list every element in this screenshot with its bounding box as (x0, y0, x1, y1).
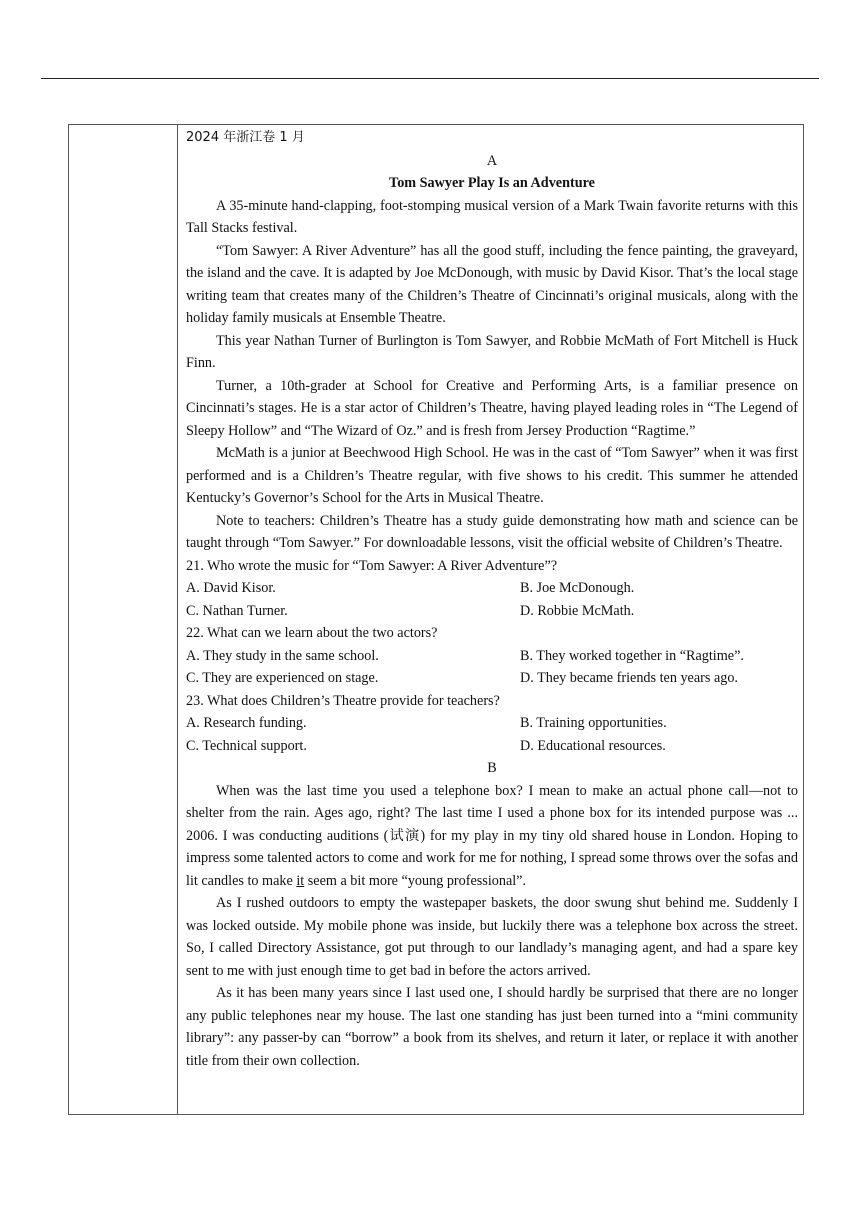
passage-a-paragraph: Turner, a 10th-grader at School for Creative and Performing Arts, is a familiar presence on Cincinnati’s stages. He is a star actor of Children’s Theatre, having played leading roles in “The Legend of Sleepy Hollow” and “The Wizard of Oz.” and is fresh from Jersey Production “Ragtime.” (186, 377, 798, 439)
passage-a-paragraph: Note to teachers: Children’s Theatre has a study guide demonstrating how math and science can be taught through “Tom Sawyer.” For downloadable lessons, visit the official website of Children’s Theatre. (186, 512, 798, 551)
question-22-options-row (186, 645, 798, 668)
passage-a-paragraph: “Tom Sawyer: A River Adventure” has all the good stuff, including the fence painting, the graveyard, the island and the cave. It is adapted by Joe McDonough, with music by David Kisor. That’s the local stage writing team that creates many of the Children’s Theatre of Cincinnati’s original musicals, along with the holiday family musicals at Ensemble Theatre. (186, 242, 798, 326)
header-rule (41, 78, 819, 79)
question-23-options-row (186, 712, 798, 735)
passage-a-paragraph: This year Nathan Turner of Burlington is Tom Sawyer, and Robbie McMath of Fort Mitchell is Huck Finn. (186, 332, 798, 371)
option-c: C. They are experienced on stage. (186, 670, 379, 686)
passage-a-letter: A (486, 152, 498, 169)
passage-b-paragraph: As I rushed outdoors to empty the wastepaper baskets, the door swung shut behind me. Suddenly I was locked outside. My mobile phone was inside, but luckily there was a telephone box across the street. So, I called Directory Assistance, got put through to our landlady’s managing agent, and had a spare key sent to me with just enough time to get bad in before the actors arrived. (186, 895, 798, 979)
option-d: D. They became friends ten years ago. (520, 670, 738, 686)
question-table (68, 124, 804, 1115)
table-left-column (69, 125, 178, 1114)
source-label: 2024 年浙江卷 1 月 (186, 130, 305, 145)
table-content-cell (186, 127, 798, 1072)
passage-b-paragraph (186, 780, 798, 893)
option-a: A. David Kisor. (186, 580, 276, 596)
option-c: C. Technical support. (186, 737, 307, 754)
passage-a-title: Tom Sawyer Play Is an Adventure (389, 175, 595, 191)
passage-b-letter: B (487, 760, 497, 776)
option-c: C. Nathan Turner. (186, 602, 288, 619)
option-d: D. Robbie McMath. (520, 602, 635, 619)
option-a: A. Research funding. (186, 715, 307, 731)
passage-a-paragraph: McMath is a junior at Beechwood High School. He was in the cast of “Tom Sawyer” when it was first performed and is a Children’s Theatre regular, with five shows to his credit. This summer he attended Kentucky’s Governor’s School for the Arts in Musical Theatre. (186, 445, 798, 506)
option-b: B. Training opportunities. (520, 715, 667, 731)
question-23-options-row (186, 735, 798, 758)
option-b: B. They worked together in “Ragtime”. (520, 647, 744, 664)
underlined-word: it (296, 872, 305, 889)
question-22-stem: 22. What can we learn about the two actors? (186, 625, 438, 641)
question-21-stem: 21. Who wrote the music for “Tom Sawyer: A River Adventure”? (186, 557, 558, 574)
option-b: B. Joe McDonough. (520, 580, 635, 596)
option-d: D. Educational resources. (520, 737, 666, 754)
passage-a-paragraph: A 35-minute hand-clapping, foot-stomping musical version of a Mark Twain favorite returns with this Tall Stacks festival. (186, 197, 798, 236)
option-a: A. They study in the same school. (186, 647, 379, 664)
passage-b-p1-text: When was the last time you used a telephone box? I mean to make an actual phone call—not to shelter from the rain. Ages ago, right? The last time I used a phone box for its intended purpose was ... 2006. I was conducting auditions (试演) for my play in my tiny old shared house in London. Hoping to impress some talented actors to come and work for me for nothing, I spread some throws over the sofas and lit candles to make (186, 782, 798, 889)
passage-b-p1-text-end: seem a bit more “young professional”. (304, 872, 527, 889)
question-21-options-row (186, 577, 798, 600)
passage-b-paragraph: As it has been many years since I last used one, I should hardly be surprised that there are no longer any public telephones near my house. The last one standing has just been turned into a “mini community library”: any passer-by can “borrow” a book from its shelves, and return it later, or replace it with another title from their own collection. (186, 985, 798, 1069)
question-22-options-row (186, 667, 798, 690)
question-23-stem: 23. What does Children’s Theatre provide for teachers? (186, 692, 500, 709)
question-21-options-row (186, 600, 798, 623)
